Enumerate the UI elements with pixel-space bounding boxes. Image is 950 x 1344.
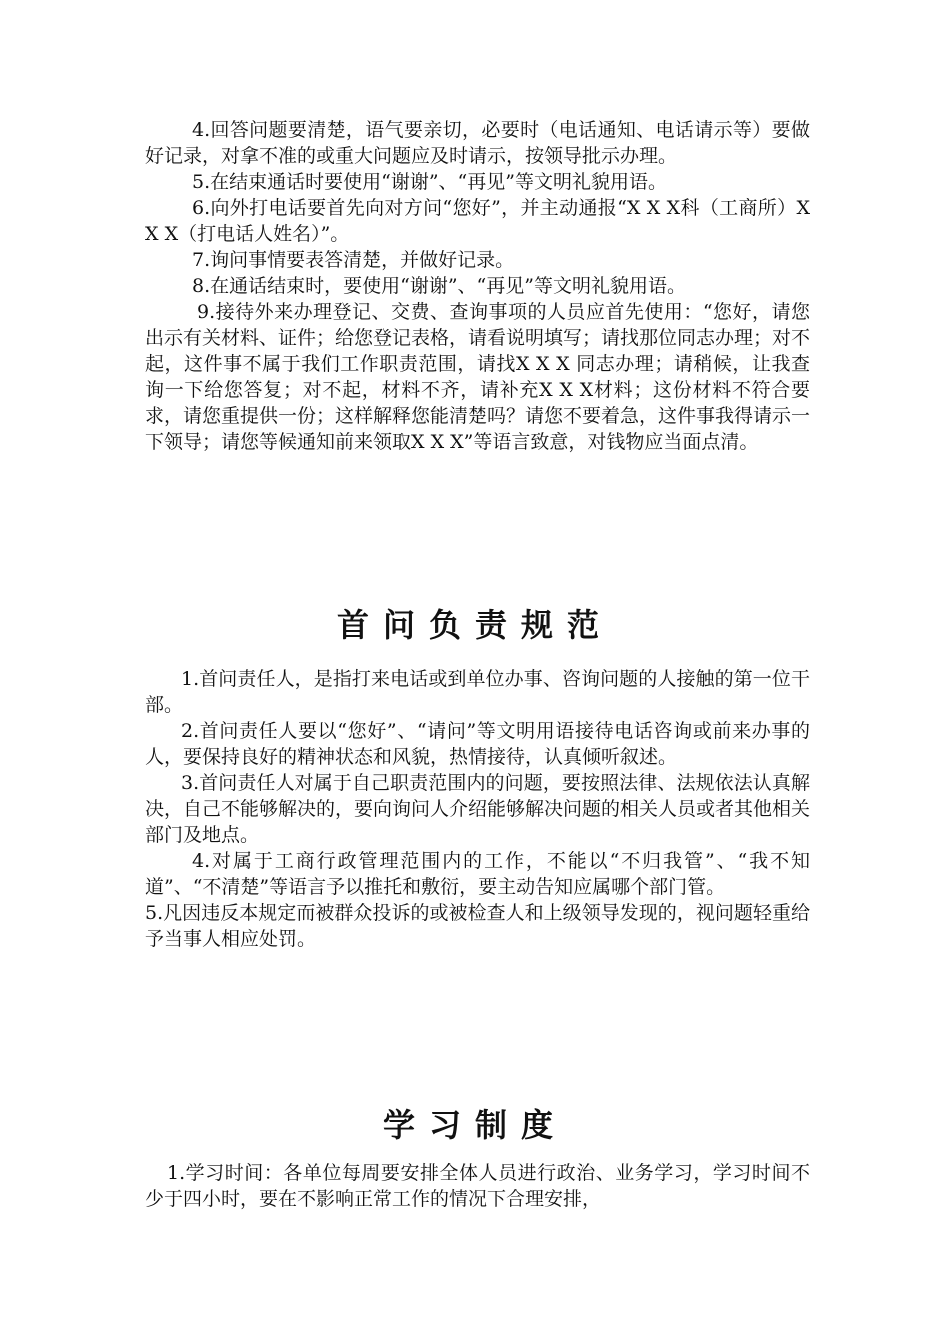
paragraph: 5.凡因违反本规定而被群众投诉的或被检查人和上级领导发现的，视问题轻重给予当事人相应处罚。 <box>145 902 810 950</box>
paragraph: 4.回答问题要清楚，语气要亲切，必要时（电话通知、电话请示等）要做好记录，对拿不准的或重大问题应及时请示，按领导批示办理。 <box>145 119 810 167</box>
first-inquiry-section <box>145 666 810 952</box>
paragraph: 8.在通话结束时，要使用“谢谢”、“再见”等文明礼貌用语。 <box>192 275 686 297</box>
paragraph: 4.对属于工商行政管理范围内的工作，不能以“不归我管”、“我不知道”、“不清楚”等语言予以推托和敷衍，要主动告知应属哪个部门管。 <box>145 850 810 898</box>
paragraph: 1.首问责任人，是指打来电话或到单位办事、咨询问题的人接触的第一位干部。 <box>145 668 810 716</box>
paragraph: 6.向外打电话要首先向对方问“您好”，并主动通报“X X X科（工商所）X X X（打电话人姓名）”。 <box>145 197 810 245</box>
section-title-first-inquiry: 首问负责规范 <box>336 606 613 644</box>
phone-etiquette-section <box>145 117 810 455</box>
study-section <box>145 1160 810 1212</box>
paragraph: 3.首问责任人对属于自己职责范围内的问题，要按照法律、法规依法认真解决，自己不能够解决的，要向询问人介绍能够解决问题的相关人员或者其他相关部门及地点。 <box>145 772 811 846</box>
paragraph: 1.学习时间：各单位每周要安排全体人员进行政治、业务学习，学习时间不少于四小时，要在不影响正常工作的情况下合理安排， <box>145 1162 810 1210</box>
paragraph: 9.接待外来办理登记、交费、查询事项的人员应首先使用：“您好，请您出示有关材料、证件；给您登记表格，请看说明填写；请找那位同志办理；对不起，这件事不属于我们工作职责范围，请找X X X 同志办理；请稍候，让我查询一下给您答复；对不起，材料不齐，请补充X X X材料；这份材料不符合要求，请您重提供一份；这样解释您能清楚吗？请您不要着急，这件事我得请示一下领导；请您等候通知前来领取X X X”等语言致意，对钱物应当面点清。 <box>145 301 811 453</box>
paragraph: 7.询问事情要表答清楚，并做好记录。 <box>192 249 515 271</box>
section-title-study: 学习制度 <box>382 1106 567 1144</box>
paragraph: 2.首问责任人要以“您好”、“请问”等文明用语接待电话咨询或前来办事的人，要保持良好的精神状态和风貌，热情接待，认真倾听叙述。 <box>145 720 810 768</box>
paragraph: 5.在结束通话时要使用“谢谢”、“再见”等文明礼貌用语。 <box>192 171 667 193</box>
